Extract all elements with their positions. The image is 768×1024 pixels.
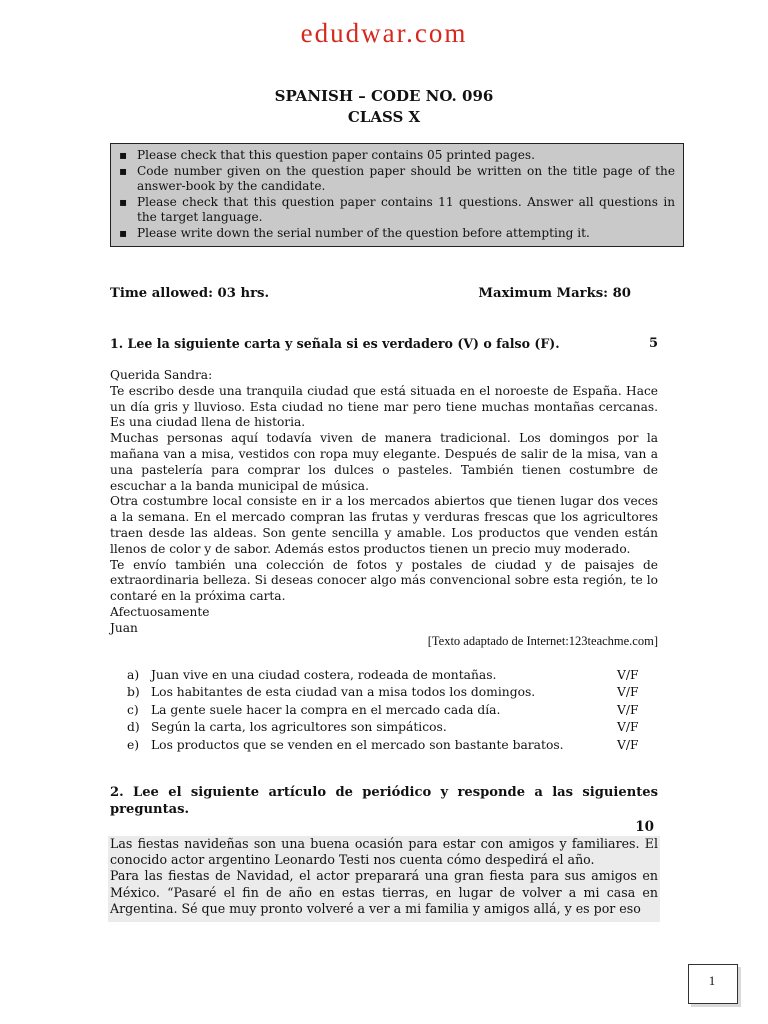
statement-answer: V/F <box>617 685 639 700</box>
instruction-item: ▪ Please write down the serial number of the question before attempting it. <box>117 226 675 242</box>
instructions-box <box>110 143 684 247</box>
true-false-list <box>127 667 657 754</box>
class-title: CLASS X <box>347 108 421 126</box>
statement-answer: V/F <box>617 737 639 752</box>
exam-header <box>0 86 768 128</box>
instruction-item: ▪ Please check that this question paper contains 05 printed pages. <box>117 148 675 164</box>
article-paragraph: Para las fiestas de Navidad, el actor preparará una gran fiesta para sus amigos en México. “Pasaré el fin de año en estas tierras, en lugar de volver a mi casa en Argentina. Sé que muy pronto volveré a ver a mi familia y amigos allá, y es por eso <box>110 868 658 916</box>
time-allowed: Time allowed: 03 hrs. <box>110 286 270 301</box>
letter-source: [Texto adaptado de Internet:123teachme.com] <box>427 634 658 648</box>
statement-text: Los productos que se venden en el mercado son bastante baratos. <box>151 737 564 752</box>
statement-label: c) <box>127 702 139 717</box>
statement-answer: V/F <box>617 720 639 735</box>
subject-title: SPANISH – CODE NO. 096 <box>274 87 494 105</box>
list-item <box>127 719 657 736</box>
statement-label: d) <box>127 720 140 735</box>
letter-paragraph: Muchas personas aquí todavía viven de manera tradicional. Los domingos por la mañana van a misa, vestidos con ropa muy elegante. Después de salir de la misa, van a una pastelería para comprar los dulces o pasteles. También tienen costumbre de escuchar a la banda municipal de música. <box>110 431 658 493</box>
statement-text: Los habitantes de esta ciudad van a misa todos los domingos. <box>151 685 536 700</box>
letter-paragraph: Te envío también una colección de fotos y postales de ciudad y de paisajes de extraordinaria belleza. Si deseas conocer algo más convencional sobre esta región, te lo contaré en la próxima carta. <box>110 557 658 604</box>
question-2-marks: 10 <box>635 819 654 835</box>
article-paragraph: Las fiestas navideñas son una buena ocasión para estar con amigos y familiares. El conocido actor argentino Leonardo Testi nos cuenta cómo despedirá el año. <box>110 836 658 868</box>
letter-paragraph: Otra costumbre local consiste en ir a los mercados abiertos que tienen lugar dos veces a la semana. En el mercado compran las frutas y verduras frescas que los agricultores traen desde las aldeas. Son gente sencilla y amable. Los productos que venden están llenos de color y de sabor. Además estos productos tienen un precio muy moderado. <box>110 494 658 556</box>
statement-label: a) <box>127 668 140 682</box>
statement-text: Según la carta, los agricultores son simpáticos. <box>151 720 447 735</box>
list-item <box>127 684 657 701</box>
instruction-item: ▪ Please check that this question paper contains 11 questions. Answer all questions in the target language. <box>117 195 675 226</box>
list-item <box>127 667 657 684</box>
question-1-prompt: 1. Lee la siguiente carta y señala si es verdadero (V) o falso (F). <box>110 336 560 351</box>
page-number: 1 <box>708 973 716 988</box>
exam-info-row <box>110 286 631 301</box>
newspaper-article <box>108 836 660 922</box>
letter-closing: Afectuosamente <box>110 604 210 619</box>
statement-label: e) <box>127 737 140 752</box>
instructions-list <box>117 148 675 242</box>
letter-greeting: Querida Sandra: <box>110 368 213 382</box>
statement-answer: V/F <box>617 702 639 717</box>
list-item <box>127 737 657 754</box>
site-brand: edudwar.com <box>300 18 468 48</box>
letter-text <box>110 368 658 637</box>
maximum-marks: Maximum Marks: 80 <box>478 286 631 301</box>
statement-label: b) <box>127 685 140 700</box>
letter-signature: Juan <box>110 620 138 635</box>
page-number-box <box>688 964 738 1004</box>
question-1-heading <box>110 336 658 351</box>
statement-answer: V/F <box>617 668 639 682</box>
instruction-item: ▪ Code number given on the question paper should be written on the title page of the answer-book by the candidate. <box>117 164 675 195</box>
letter-paragraph: Te escribo desde una tranquila ciudad que está situada en el noroeste de España. Hace un día gris y lluvioso. Esta ciudad no tiene mar pero tiene muchas montañas cercanas. Es una ciudad llena de historia. <box>110 383 658 430</box>
list-item <box>127 702 657 719</box>
statement-text: La gente suele hacer la compra en el mercado cada día. <box>151 702 501 717</box>
statement-text: Juan vive en una ciudad costera, rodeada de montañas. <box>151 668 497 682</box>
question-1-marks: 5 <box>648 336 658 351</box>
question-2-prompt: 2. Lee el siguiente artículo de periódico y responde a las siguientes preguntas. <box>110 785 658 817</box>
